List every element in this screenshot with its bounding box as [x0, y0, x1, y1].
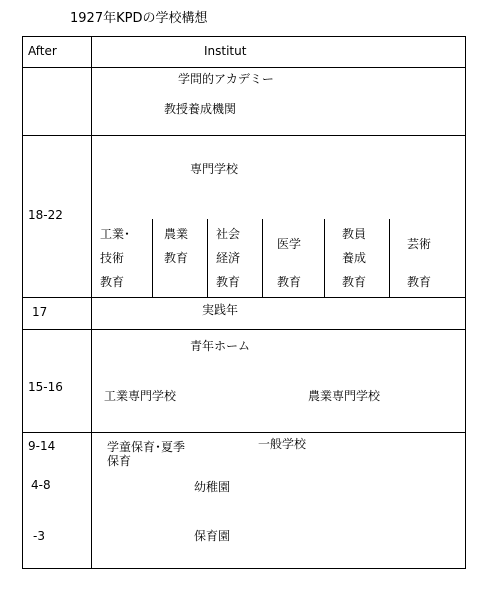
table-border-bottom	[22, 568, 466, 569]
professor-training-label: 教授養成機関	[164, 102, 237, 116]
age-label-15-16: 15-16	[28, 380, 63, 394]
page-title: 1927年KPDの学校構想	[70, 11, 208, 26]
age-label-17: 17	[32, 305, 48, 319]
row-divider	[22, 432, 466, 433]
age-label-18-22: 18-22	[28, 208, 63, 222]
faculty-divider	[262, 219, 263, 297]
age-column-header: After	[28, 44, 57, 58]
faculty-medicine: 医学 教育	[277, 237, 302, 289]
kindergarten-label: 幼稚園	[194, 480, 231, 494]
row-divider	[22, 329, 466, 330]
institution-column-header: Institut	[204, 44, 247, 58]
after-school-care-label: 学童保育･夏季	[107, 440, 186, 454]
faculty-teacher-training: 教員 養成 教育	[342, 227, 367, 289]
youth-home-heading: 青年ホーム	[190, 339, 251, 353]
faculty-industrial-technical: 工業･ 技術 教育	[100, 227, 131, 289]
age-label-9-14: 9-14	[28, 439, 56, 453]
faculty-divider	[152, 219, 153, 297]
agricultural-vocational-school: 農業専門学校	[308, 389, 381, 403]
row-divider	[22, 67, 466, 68]
table-border-right	[465, 36, 466, 569]
age-label-4-8: 4-8	[31, 478, 51, 492]
row-divider	[22, 135, 466, 136]
row-divider	[22, 297, 466, 298]
faculty-agriculture: 農業 教育	[164, 227, 189, 265]
faculty-divider	[389, 219, 390, 297]
age-label-under-3: -3	[33, 529, 45, 543]
general-school-label: 一般学校	[258, 437, 307, 451]
table-border-top	[22, 36, 466, 37]
nursery-label: 保育園	[194, 529, 231, 543]
vocational-school-heading: 専門学校	[190, 162, 239, 176]
after-school-care-label-2: 保育	[107, 454, 132, 468]
academy-label: 学問的アカデミー	[178, 72, 274, 86]
faculty-divider	[324, 219, 325, 297]
column-divider	[91, 36, 92, 569]
faculty-social-economics: 社会 経済 教育	[216, 227, 241, 289]
practice-year-label: 実践年	[202, 303, 239, 317]
table-border-left	[22, 36, 23, 569]
faculty-divider	[207, 219, 208, 297]
industrial-vocational-school: 工業専門学校	[104, 389, 177, 403]
faculty-arts: 芸術 教育	[407, 237, 432, 289]
